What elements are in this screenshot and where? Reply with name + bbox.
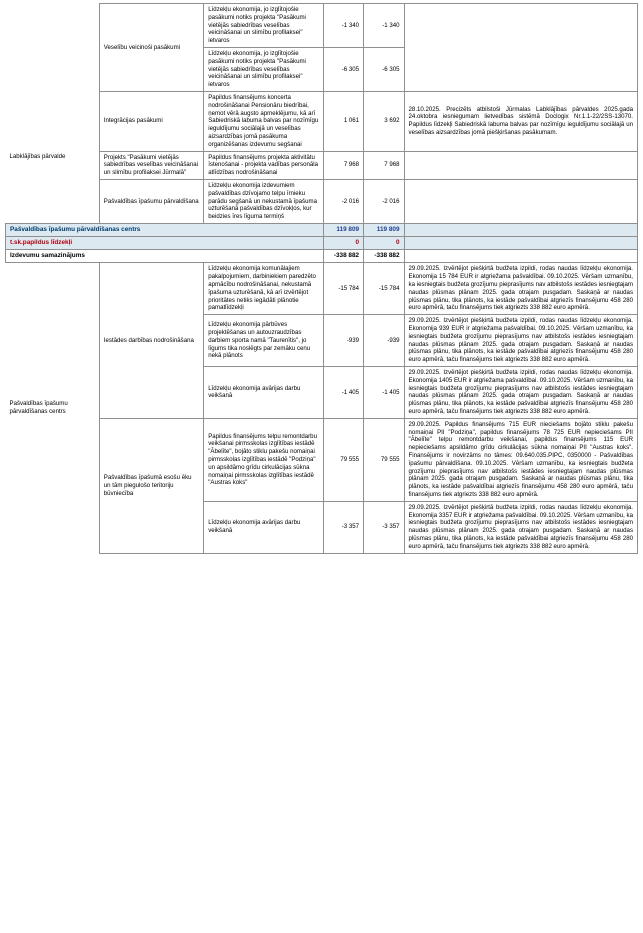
summary-value1: -338 882	[323, 250, 363, 263]
measure-cell: Pašvaldības īpašumu pārvaldīšana	[99, 179, 203, 223]
note-cell: 29.09.2025. Izvērtējot piešķirtā budžeta izpildi, rodas naudas līdzekļu ekonomija. Ekonomija 15 784 EUR ir atgriežama pašvaldībai. 09.10.2025. Vēršam uzmanību, ka iesniegtais budžeta grozījumu pieprasījums nav atbilstošs iestādes iesniegtajam naudas plūsmas plānam 2025. gada otrajam pusgadam. Saskaņā ar naudas plūsmas plānu, tika plānots, ka iestāde pašvaldībai atgriezīs finansējumu 458 280 euro apmērā, taču finansējums tiek atgriezts 338 882 euro apmērā.	[404, 263, 637, 315]
budget-table	[5, 3, 638, 554]
measure-cell: Pašvaldības īpašumā esošu ēku un tām piegulošo teritoriju būvniecība	[99, 418, 203, 553]
table-row	[6, 151, 638, 179]
value1-cell: -6 305	[323, 47, 363, 91]
description-cell: Papildus finansējums koncerta nodrošināšanai Pensionāru biedrībai, ņemot vērā augsto apmeklējumu, kā arī Sabiedriskā labuma balvas par nozīmīgu ieguldījumu sociālajā un veselības aizsardzības jomā pasākuma organizēšanas izdevumu segšanai	[204, 91, 323, 151]
measure-cell: Integrācijas pasākumi	[99, 91, 203, 151]
summary-row-reduction	[6, 250, 638, 263]
value1-cell: -1 340	[323, 4, 363, 48]
value1-cell: 79 555	[323, 418, 363, 501]
note-cell: 29.09.2025. Izvērtējot piešķirtā budžeta izpildi, rodas naudas līdzekļu ekonomija. Ekonomija 1405 EUR ir atgriežama pašvaldībai. 09.10.2025. Vēršam uzmanību, ka iesniegtais budžeta grozījumu pieprasījums nav atbilstošs iestādes iesniegtajam naudas plūsmas plānam 2025. gada otrajam pusgadam. Saskaņā ar naudas plūsmas plānu, tika plānots, ka iestāde pašvaldībai atgriezīs finansējumu 458 280 euro apmērā, taču finansējums tiek atgriezts 338 882 euro apmērā.	[404, 367, 637, 419]
summary-value2: -338 882	[364, 250, 404, 263]
summary-label: Pašvaldības īpašumu pārvaldīšanas centrs	[6, 223, 324, 236]
note-cell	[404, 4, 637, 92]
value1-cell: 1 061	[323, 91, 363, 151]
measure-cell: Projekts "Pasākumi vietējās sabiedrības veselības veicināšanai un slimību profilaksei Jūrmalā"	[99, 151, 203, 179]
table-row	[6, 263, 638, 315]
note-cell: 29.09.2025. Izvērtējot piešķirtā budžeta izpildi, rodas naudas līdzekļu ekonomija. Ekonomija 3357 EUR ir atgriežama pašvaldībai. 09.10.2025. Vēršam uzmanību, ka iesniegtais budžeta grozījumu pieprasījums nav atbilstošs iestādes iesniegtajam naudas plūsmas plānam 2025. gada otrajam pusgadam. Saskaņā ar naudas plūsmas plānu, tika plānots, ka iestāde pašvaldībai atgriezīs finansējumu 458 280 euro apmērā, taču finansējums tiek atgriezts 338 882 euro apmērā.	[404, 501, 637, 553]
description-cell: Līdzekļu ekonomija izdevumiem pašvaldības dzīvojamo telpu īrnieku parādu segšanā un nekustamā īpašuma uzturēšanā pašvaldības dzīvokļos, kur beidzies īres līguma termiņš	[204, 179, 323, 223]
description-cell: Līdzekļu ekonomija komunālajiem pakalpojumiem, darbiniekiem paredzēto apmācību nodrošināšanai, nekustamā īpašuma uzturēšanā, kā arī izvērtējot prioritātes netiks iegādāti plānotie pamatlīdzekļi	[204, 263, 323, 315]
note-cell	[404, 151, 637, 179]
note-cell: 28.10.2025. Precizēts atbilstoši Jūrmalas Labklājības pārvaldes 2025.gada 24.oktobra iesniegumam lietvedības sistēmā Doclogix Nr.1.1-22/2SS-13070. Papildus līdzekļi Sabiedriskā labuma balvas par nozīmīgu ieguldījumu sociālajā un veselības aizsardzības jomā piešķiršanas pasākumam.	[404, 91, 637, 151]
dept-cell: Labklājības pārvalde	[9, 153, 66, 161]
description-cell: Līdzekļu ekonomija, jo izglītojošie pasākumi notiks projekta "Pasākumi vietējās sabiedrības veselības veicināšanai un slimību profilaksei" ietvaros	[204, 47, 323, 91]
value1-cell: -15 784	[323, 263, 363, 315]
description-cell: Papildus finansējums telpu remontdarbu veikšanai pirmsskolas izglītības iestādē "Ābelīte", bojāto stiklu pakešu nomaiņai pirmsskolas izglītības iestādē "Podziņa" un apsildāmo grīdu cirkulācijas sūkna nomaiņai pirmsskolas izglītības iestādē "Austras koks"	[204, 418, 323, 501]
value2-cell: 7 968	[364, 151, 404, 179]
value2-cell: 3 692	[364, 91, 404, 151]
description-cell: Papildus finansējums projekta aktivitātu īstenošanai - projekta vadības personāla atlīdzības nodrošināšanai	[204, 151, 323, 179]
summary-note	[404, 237, 637, 250]
description-cell: Līdzekļu ekonomija pārbūves projektēšanas un autouzraudzības darbiem sporta namā "Taurenītis", jo līgums tika noslēgts par zemāku cenu nekā plānots	[204, 315, 323, 367]
spreadsheet-page	[0, 3, 643, 933]
table-row	[6, 91, 638, 151]
value2-cell: -6 305	[364, 47, 404, 91]
summary-note	[404, 223, 637, 236]
value2-cell: 79 555	[364, 418, 404, 501]
summary-label: t.sk.papildus līdzekļi	[6, 237, 324, 250]
summary-value1: 119 809	[323, 223, 363, 236]
table-row	[6, 418, 638, 501]
summary-value2: 0	[364, 237, 404, 250]
note-cell	[404, 179, 637, 223]
summary-label: Izdevumu samazinājums	[6, 250, 324, 263]
dept-cell: Pašvaldības īpašumu pārvaldīšanas centrs	[9, 400, 68, 416]
summary-row-total	[6, 223, 638, 236]
summary-note	[404, 250, 637, 263]
description-cell: Līdzekļu ekonomija, jo izglītojošie pasākumi notiks projekta "Pasākumi vietējās sabiedrības veselības veicināšanai un slimību profilaksei" ietvaros	[204, 4, 323, 48]
description-cell: Līdzekļu ekonomija avārijas darbu veikšanā	[204, 367, 323, 419]
summary-row-additional	[6, 237, 638, 250]
value2-cell: -3 357	[364, 501, 404, 553]
value1-cell: 7 968	[323, 151, 363, 179]
summary-value1: 0	[323, 237, 363, 250]
dept-cell-empty	[6, 4, 100, 92]
note-cell: 29.09.2025. Papildus finansējums 715 EUR nieciešams bojāto stiklu pakešu nomaiņai PII "Podziņa", papildus finansējums 78 725 EUR nepieciešams PII "Ābelīte" telpu remontdarbu veikšanai, papildus finansējums 115 EUR nepieciešams apsildāmo grīdu cirkulācijas sūkna nomaiņai PII "Austras koks". Finansējums ir novirzāms no tāmes: 09.640.035.PIPC, 0350000 - Pašvaldības īpašumu pārvaldīšana. 09.10.2025. Vēršam uzmanību, ka iesniegtais budžeta grozījumu pieprasījums nav atbilstošs iestādes iesniegtajam naudas plūsmas plānam 2025. gada otrajam pusgadam. Saskaņā ar naudas plūsmas plānu, tika plānots, ka iestāde pašvaldībai atgriezīs finansējumu 458 280 euro apmērā, taču finansējums tiek atgriezts 338 882 euro apmērā.	[404, 418, 637, 501]
measure-cell: Iestādes darbības nodrošināšana	[99, 263, 203, 418]
value2-cell: -2 016	[364, 179, 404, 223]
value1-cell: -1 405	[323, 367, 363, 419]
value1-cell: -3 357	[323, 501, 363, 553]
value2-cell: -1 340	[364, 4, 404, 48]
value2-cell: -939	[364, 315, 404, 367]
value1-cell: -2 016	[323, 179, 363, 223]
value1-cell: -939	[323, 315, 363, 367]
description-cell: Līdzekļu ekonomija avārijas darbu veikšanā	[204, 501, 323, 553]
value2-cell: -15 784	[364, 263, 404, 315]
table-row	[6, 179, 638, 223]
value2-cell: -1 405	[364, 367, 404, 419]
summary-value2: 119 809	[364, 223, 404, 236]
table-row	[6, 4, 638, 48]
measure-cell: Veselību veicinoši pasākumi	[99, 4, 203, 92]
note-cell: 29.09.2025. Izvērtējot piešķirtā budžeta izpildi, rodas naudas līdzekļu ekonomija. Ekonomija 939 EUR ir atgriežama pašvaldībai. 09.10.2025. Vēršam uzmanību, ka iesniegtais budžeta grozījumu pieprasījums nav atbilstošs iestādes iesniegtajam naudas plūsmas plānam 2025. gada otrajam pusgadam. Saskaņā ar naudas plūsmas plānu, tika plānots, ka iestāde pašvaldībai atgriezīs finansējumu 458 280 euro apmērā, taču finansējums tiek atgriezts 338 882 euro apmērā.	[404, 315, 637, 367]
